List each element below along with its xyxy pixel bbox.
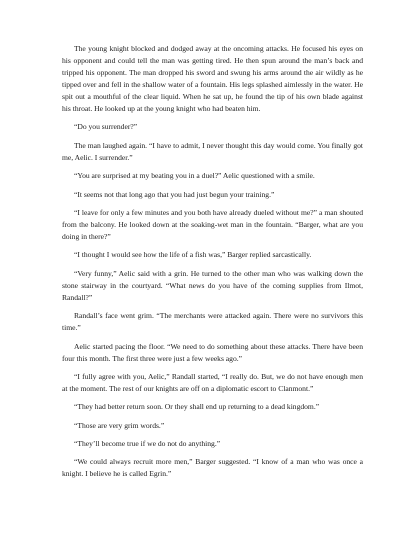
paragraph: “I thought I would see how the life of a fish was,” Barger replied sarcastically. bbox=[74, 250, 312, 260]
paragraph: “I leave for only a few minutes and you both have already dueled without me?” a man shouted from the balcony. He looked down at the soaking-wet man in the fountain. “Barger, what are you doing in there?” bbox=[62, 207, 363, 241]
paragraph: The young knight blocked and dodged away at the oncoming attacks. He focused his eyes on his opponent and could tell the man was getting tired. He then spun around the man’s back and tripped his opponent. The man dropped his sword and swung his arms around the air wildly as he tipped over and fell in the shallow water of a fountain. His legs splashed aimlessly in the water. He spit out a mouthful of the clear liquid. When he sat up, he found the tip of his own blade against his throat. He looked up at the young knight who had beaten him. bbox=[62, 44, 363, 113]
paragraph: “Those are very grim words.” bbox=[74, 420, 165, 430]
paragraph: The man laughed again. “I have to admit, I never thought this day would come. You finally got me, Aelic. I surrender.” bbox=[62, 140, 363, 162]
paragraph: “Very funny,” Aelic said with a grin. He turned to the other man who was walking down the stone stairway in the courtyard. “What news do you have of the coming supplies from Ilmot, Randall?” bbox=[62, 268, 363, 302]
document-page bbox=[62, 43, 363, 487]
paragraph: “You are surprised at my beating you in a duel?” Aelic questioned with a smile. bbox=[74, 171, 315, 181]
paragraph: “We could always recruit more men,” Barger suggested. “I know of a man who was once a knight. I believe he is called Egrin.” bbox=[62, 457, 363, 479]
paragraph: “They had better return soon. Or they shall end up returning to a dead kingdom.” bbox=[74, 402, 320, 412]
paragraph: “Do you surrender?” bbox=[74, 122, 138, 132]
paragraph: Aelic started pacing the floor. “We need to do something about these attacks. There have been four this month. The first three were just a few weeks ago.” bbox=[62, 341, 363, 363]
paragraph: “I fully agree with you, Aelic,” Randall started, “I really do. But, we do not have enough men at the moment. The rest of our knights are off on a diplomatic escort to Clanmont.” bbox=[62, 371, 363, 393]
paragraph: Randall’s face went grim. “The merchants were attacked again. There were no survivors this time.” bbox=[62, 311, 363, 333]
paragraph: “It seems not that long ago that you had just begun your training.” bbox=[74, 189, 275, 199]
paragraph: “They’ll become true if we do not do anything.” bbox=[74, 439, 221, 449]
